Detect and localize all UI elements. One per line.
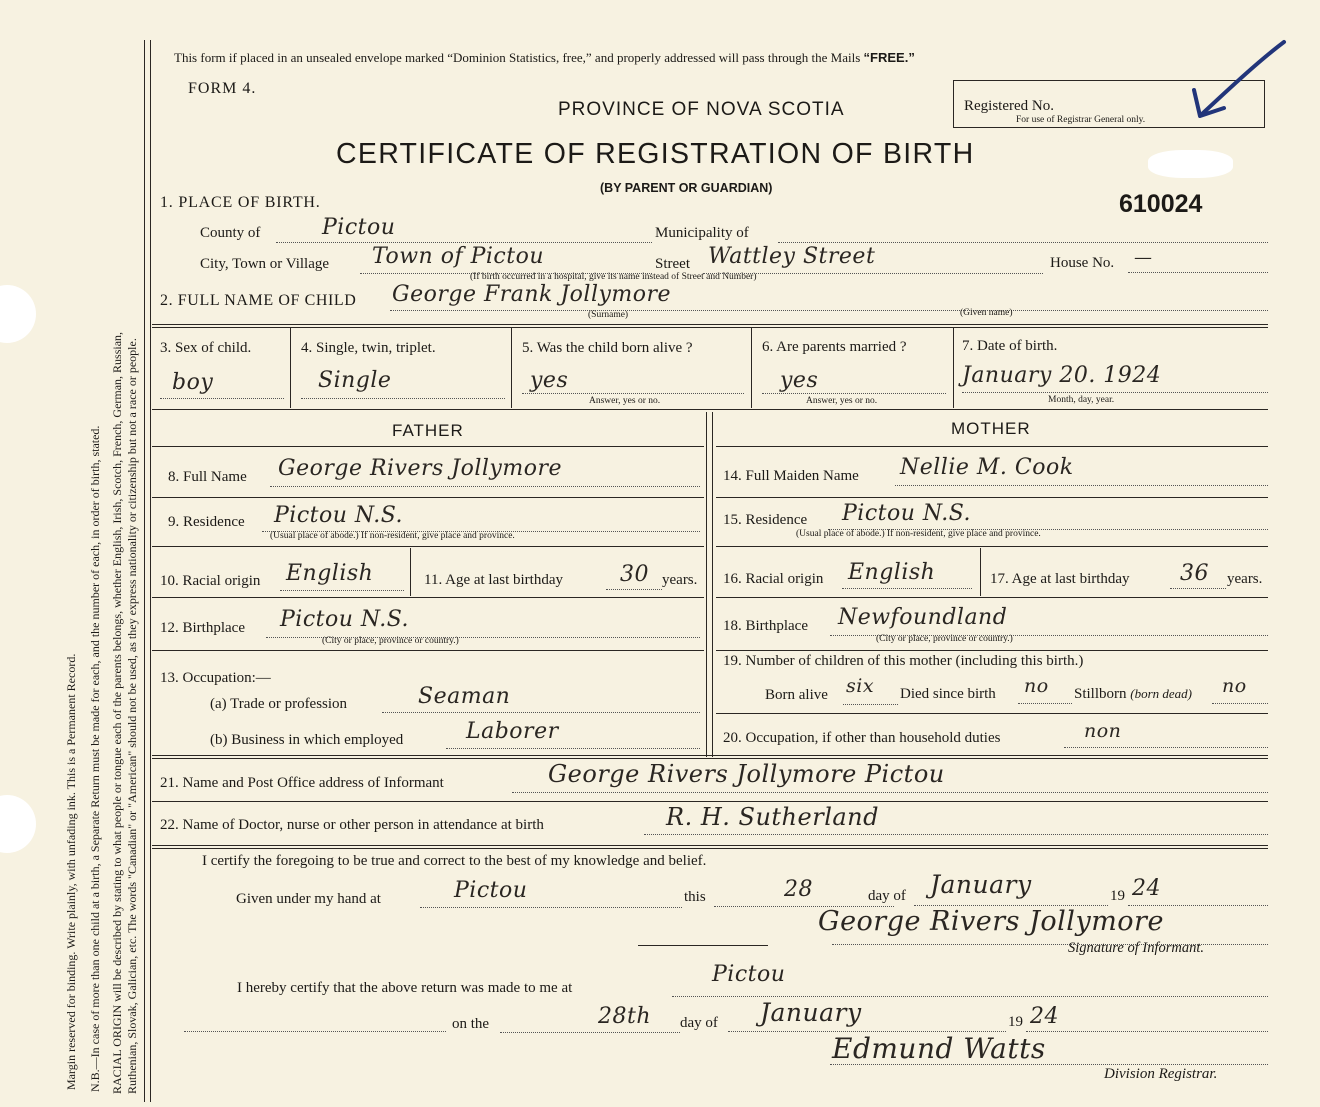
father-business-value: Laborer: [466, 719, 559, 744]
given-year-prefix: 19: [1110, 888, 1125, 904]
doctor-label: 22. Name of Doctor, nurse or other person in attendance at birth: [160, 817, 544, 833]
house-label: House No.: [1050, 255, 1115, 271]
date-of-birth-value: January 20. 1924: [962, 363, 1162, 388]
parents-married-note: Answer, yes or no.: [806, 396, 878, 406]
mother-header: MOTHER: [951, 419, 1031, 438]
this-label: this: [684, 889, 706, 905]
doctor-value: R. H. Sutherland: [666, 803, 879, 831]
date-of-birth-note: Month, day, year.: [1048, 395, 1115, 405]
certificate-number: 610024: [1119, 190, 1203, 218]
province-heading: PROVINCE OF NOVA SCOTIA: [558, 99, 845, 120]
registrar-signature: Edmund Watts: [832, 1032, 1046, 1065]
mother-birthplace-note: (City or place, province or country.): [876, 634, 1013, 644]
father-trade-label: (a) Trade or profession: [210, 696, 348, 712]
father-occupation-label: 13. Occupation:—: [160, 670, 271, 686]
father-residence-label: 9. Residence: [168, 514, 245, 530]
father-birthplace-label: 12. Birthplace: [160, 620, 245, 636]
white-blot: [1148, 150, 1233, 178]
father-birthplace-note: (City or place, province or country.): [322, 636, 459, 646]
sex-value: boy: [172, 370, 214, 395]
born-alive-value: yes: [530, 368, 569, 393]
father-racial-label: 10. Racial origin: [160, 573, 261, 589]
father-business-label: (b) Business in which employed: [210, 732, 404, 748]
binding-rule-outer: [144, 40, 145, 1102]
place-of-birth-label: 1. PLACE OF BIRTH.: [160, 194, 321, 211]
mother-racial-value: English: [848, 560, 936, 585]
hospital-note: (If birth occurred in a hospital, give its name instead of Street and Number): [470, 272, 757, 282]
father-name-value: George Rivers Jollymore: [278, 456, 563, 481]
municipality-label: Municipality of: [655, 225, 749, 241]
registered-note: For use of Registrar General only.: [1016, 115, 1146, 125]
mother-years-label: years.: [1227, 571, 1263, 587]
mother-name-label: 14. Full Maiden Name: [723, 468, 859, 484]
on-the-label: on the: [452, 1016, 490, 1032]
born-alive-count-label: Born alive: [765, 687, 828, 703]
registrar-day-of-label: day of: [680, 1015, 718, 1031]
binding-rule-inner: [150, 40, 151, 1102]
father-residence-note: (Usual place of abode.) If non-resident, give place and province.: [270, 531, 515, 541]
mother-birthplace-label: 18. Birthplace: [723, 618, 808, 634]
mother-occupation-value: non: [1084, 720, 1122, 742]
given-day: 28: [784, 877, 813, 902]
father-name-label: 8. Full Name: [168, 469, 247, 485]
parents-married-label: 6. Are parents married ?: [762, 339, 907, 355]
county-value: Pictou: [322, 215, 396, 240]
registrar-year-prefix: 19: [1008, 1014, 1023, 1030]
punch-hole-top: [0, 285, 36, 343]
surname-note: (Surname): [588, 310, 629, 320]
given-name-note: (Given name): [960, 308, 1013, 318]
registrar-day: 28th: [598, 1004, 652, 1029]
registrar-place: Pictou: [712, 962, 786, 987]
born-alive-label: 5. Was the child born alive ?: [522, 340, 693, 356]
single-twin-value: Single: [318, 368, 392, 393]
street-value: Wattley Street: [708, 244, 876, 269]
father-residence-value: Pictou N.S.: [274, 503, 404, 528]
father-age-value: 30: [620, 562, 649, 587]
stillborn-label: Stillborn (born dead): [1074, 686, 1193, 702]
father-birthplace-value: Pictou N.S.: [280, 607, 410, 632]
given-at-place: Pictou: [454, 878, 528, 903]
sex-label: 3. Sex of child.: [160, 340, 252, 356]
single-twin-label: 4. Single, twin, triplet.: [301, 340, 436, 356]
mother-children-label: 19. Number of children of this mother (including this birth.): [723, 653, 1084, 669]
registered-label: Registered No.: [964, 98, 1054, 114]
father-years-label: years.: [662, 572, 698, 588]
house-value: —: [1134, 247, 1153, 268]
margin-text-4: Ruthenian, Slovak, Galician, etc. The words "Canadian" or "American" should not be used, as they express nationality or citizenship but not a race or people.: [125, 338, 139, 1094]
punch-hole-bottom: [0, 795, 36, 853]
margin-text-3: RACIAL ORIGIN will be described by stating to what people or tongue each of the parents belongs, whether English, Irish, Scotch, French, German, Russian,: [110, 331, 124, 1094]
margin-text-1: Margin reserved for binding. Write plainly, with unfading ink. This is a Permanent Record.: [64, 653, 78, 1090]
given-month: January: [930, 870, 1032, 899]
child-name-label: 2. FULL NAME OF CHILD: [160, 292, 357, 309]
born-alive-note: Answer, yes or no.: [589, 396, 661, 406]
informant-value: George Rivers Jollymore Pictou: [548, 760, 945, 788]
margin-text-2: N.B.—In case of more than one child at a birth, a Separate Return must be made for each, and the number of each, in order of birth, stated.: [88, 425, 102, 1092]
county-label: County of: [200, 225, 261, 241]
mother-residence-note: (Usual place of abode.) If non-resident, give place and province.: [796, 529, 1041, 539]
informant-label: 21. Name and Post Office address of Informant: [160, 775, 444, 791]
mother-residence-label: 15. Residence: [723, 512, 808, 528]
informant-signature: George Rivers Jollymore: [818, 906, 1164, 937]
certificate-subtitle: (BY PARENT OR GUARDIAN): [600, 181, 773, 195]
father-header: FATHER: [392, 421, 464, 440]
mother-birthplace-value: Newfoundland: [838, 605, 1008, 630]
child-name-value: George Frank Jollymore: [392, 282, 672, 307]
signature-of-informant-label: Signature of Informant.: [1068, 940, 1205, 956]
given-at-label: Given under my hand at: [236, 891, 381, 907]
died-since-birth-value: no: [1024, 675, 1049, 697]
city-label: City, Town or Village: [200, 256, 330, 272]
mother-racial-label: 16. Racial origin: [723, 571, 824, 587]
mother-occupation-label: 20. Occupation, if other than household duties: [723, 730, 1001, 746]
born-alive-count-value: six: [846, 675, 875, 697]
father-racial-value: English: [286, 561, 374, 586]
street-label: Street: [655, 256, 690, 272]
city-value: Town of Pictou: [372, 244, 544, 269]
mother-name-value: Nellie M. Cook: [900, 455, 1074, 480]
date-of-birth-label: 7. Date of birth.: [962, 338, 1058, 354]
mail-notice: This form if placed in an unsealed envelope marked “Dominion Statistics, free,” and properly addressed will pass through the Mails “FREE.”: [174, 50, 915, 65]
division-registrar-label: Division Registrar.: [1104, 1066, 1218, 1082]
died-since-birth-label: Died since birth: [900, 686, 996, 702]
parents-married-value: yes: [780, 368, 819, 393]
mother-age-label: 17. Age at last birthday: [990, 571, 1130, 587]
registrar-statement: I hereby certify that the above return was made to me at: [237, 980, 573, 996]
given-year: 24: [1132, 876, 1161, 901]
certify-statement: I certify the foregoing to be true and correct to the best of my knowledge and belief.: [202, 853, 707, 869]
stillborn-value: no: [1222, 675, 1247, 697]
registrar-year: 24: [1030, 1004, 1059, 1029]
father-trade-value: Seaman: [418, 684, 511, 709]
form-number: FORM 4.: [188, 80, 257, 97]
father-age-label: 11. Age at last birthday: [424, 572, 563, 588]
mother-age-value: 36: [1180, 561, 1209, 586]
pen-check-mark: [1180, 36, 1290, 126]
registrar-month: January: [760, 998, 862, 1027]
certificate-title: CERTIFICATE OF REGISTRATION OF BIRTH: [336, 138, 975, 170]
mother-residence-value: Pictou N.S.: [842, 501, 972, 526]
day-of-label: day of: [868, 888, 906, 904]
